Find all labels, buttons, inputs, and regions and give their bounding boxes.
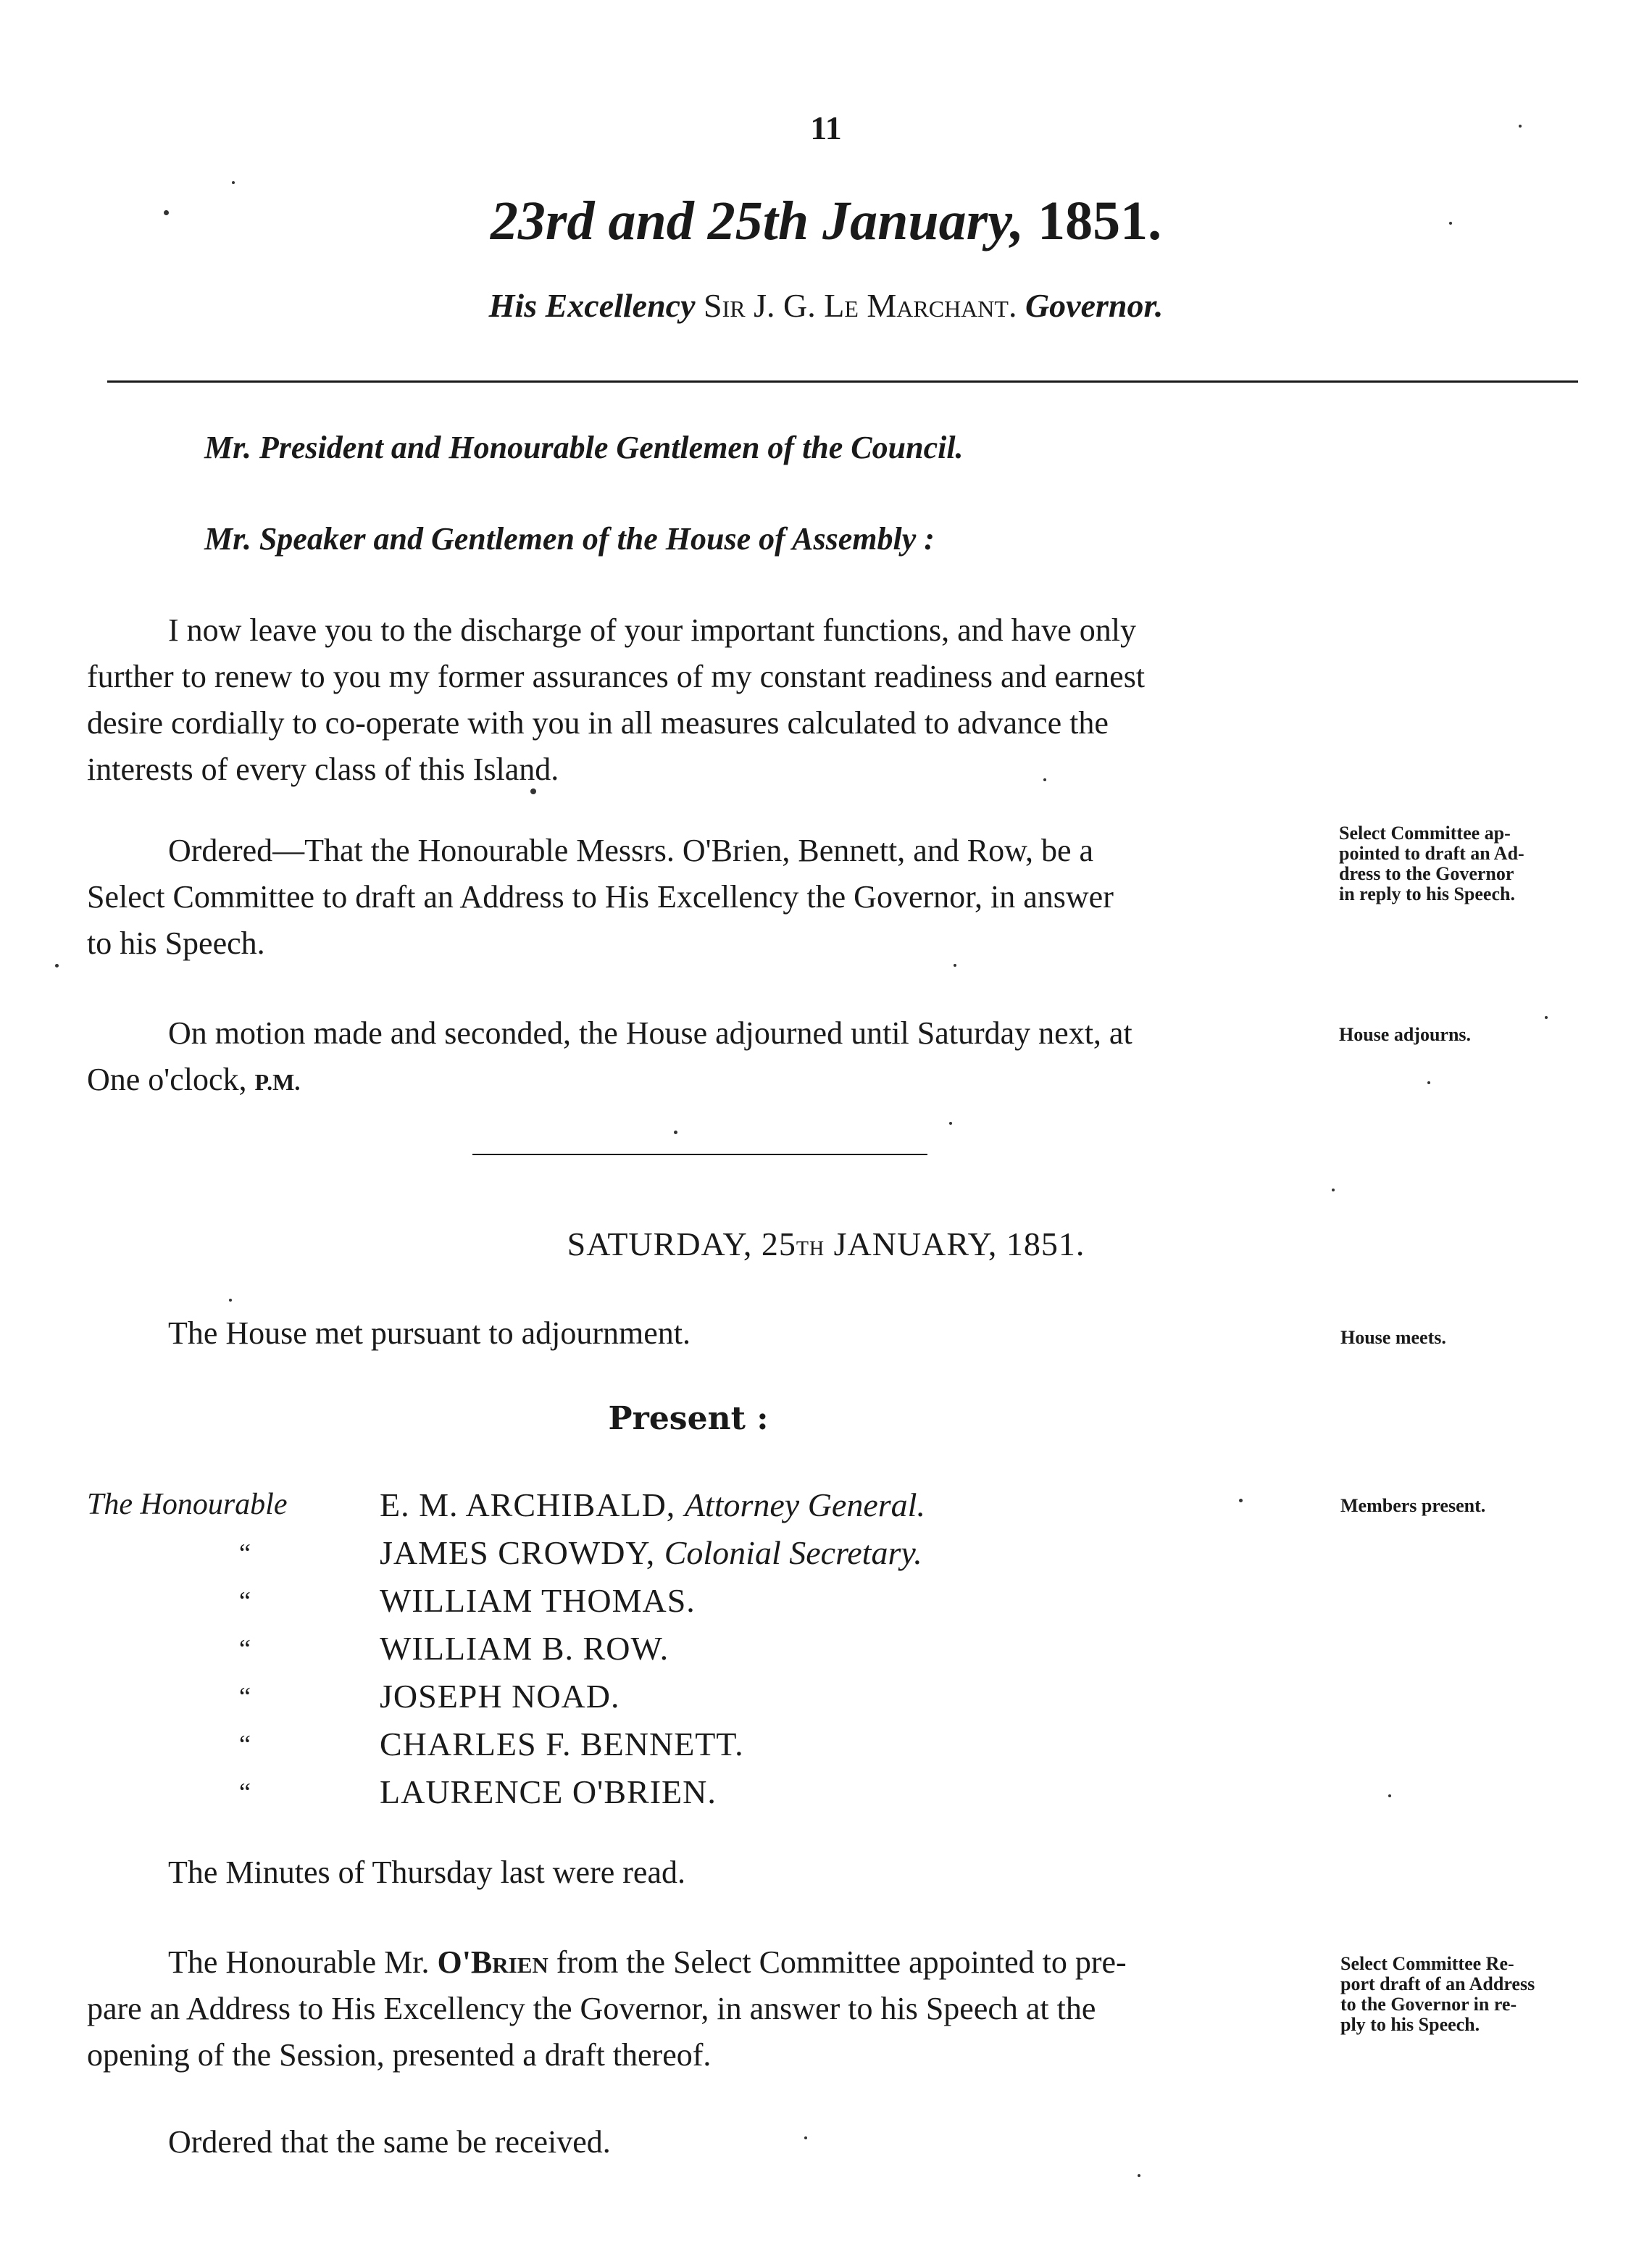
section-divider — [472, 1154, 927, 1155]
member-name: JAMES CROWDY, — [380, 1534, 656, 1571]
scan-speck — [1545, 1016, 1548, 1019]
speech-line: I now leave you to the discharge of your important functions, and have only — [168, 612, 1136, 648]
governor-name: Sir J. G. Le Marchant. — [704, 287, 1017, 324]
member-row — [380, 1533, 922, 1572]
ordered-line: to his Speech. — [87, 925, 265, 961]
adjourn-line-2 — [87, 1057, 1301, 1105]
scan-speck — [1332, 1189, 1335, 1191]
header-divider — [107, 380, 1578, 383]
margin-note-select-committee — [1339, 823, 1593, 904]
scan-speck — [530, 788, 536, 794]
speech-line: further to renew to you my former assurances of my constant readiness and earnest — [87, 659, 1146, 694]
member-name: E. M. ARCHIBALD, — [380, 1486, 676, 1523]
member-name: JOSEPH NOAD. — [380, 1678, 620, 1715]
ordered-paragraph — [87, 828, 1301, 967]
ditto-mark: “ — [239, 1682, 251, 1711]
scan-speck — [674, 1131, 677, 1134]
scan-speck — [949, 1122, 952, 1125]
scan-speck — [954, 964, 956, 967]
speech-line: desire cordially to co-operate with you in all measures calculated to advance the — [87, 705, 1109, 741]
member-row — [380, 1581, 696, 1620]
margin-note-committee-report — [1340, 1954, 1594, 2035]
date-title-text: 23rd and 25th January, — [490, 191, 1025, 251]
member-office: Colonial Secretary. — [664, 1534, 922, 1571]
scan-speck — [1427, 1081, 1430, 1084]
heading-month-year: JANUARY, 1851. — [833, 1225, 1085, 1262]
minutes-read-line: The Minutes of Thursday last were read. — [168, 1855, 685, 1890]
margin-note-line: ply to his Speech. — [1340, 2014, 1480, 2035]
present-label: Present : — [608, 1400, 769, 1437]
obrien-line-1 — [87, 1939, 1301, 1986]
ditto-mark: “ — [239, 1634, 251, 1663]
adjourn-paragraph — [87, 1010, 1301, 1105]
scan-speck — [1239, 1499, 1243, 1502]
governor-prefix: His Excellency — [488, 287, 696, 324]
scan-speck — [1043, 778, 1046, 781]
governor-title: Governor. — [1025, 287, 1164, 324]
adjourn-line: On motion made and seconded, the House adjourned until Saturday next, at — [168, 1015, 1132, 1051]
member-row — [380, 1629, 669, 1668]
member-name: LAURENCE O'BRIEN. — [380, 1773, 717, 1810]
scan-speck — [1138, 2174, 1140, 2177]
scan-speck — [1519, 125, 1522, 128]
ditto-mark: “ — [239, 1586, 251, 1615]
date-title — [0, 190, 1652, 253]
member-office: Attorney General. — [684, 1486, 925, 1523]
member-row — [380, 1677, 620, 1715]
ditto-mark: “ — [239, 1539, 251, 1568]
date-title-year: 1851. — [1038, 191, 1162, 251]
margin-note-line: to the Governor in re- — [1340, 1994, 1517, 2015]
obrien-line-3: opening of the Session, presented a draft thereof. — [87, 2037, 712, 2073]
obrien-name: O'Brien — [437, 1944, 548, 1980]
scan-speck — [232, 181, 235, 184]
member-row — [380, 1486, 925, 1524]
member-name: CHARLES F. BENNETT. — [380, 1726, 744, 1762]
obrien-line-2: pare an Address to His Excellency the Governor, in answer to his Speech at the — [87, 1991, 1096, 2026]
scan-speck — [1449, 222, 1452, 225]
ordered-line: Select Committee to draft an Address to His Excellency the Governor, in answer — [87, 879, 1114, 915]
member-row — [380, 1725, 744, 1763]
governor-line — [0, 286, 1652, 325]
address-council: Mr. President and Honourable Gentlemen of the Council. — [204, 430, 964, 465]
obrien-line-text: The Honourable Mr. — [168, 1944, 430, 1980]
scan-speck — [229, 1299, 232, 1302]
scan-speck — [804, 2136, 807, 2139]
heading-date: SATURDAY, 25 — [567, 1225, 796, 1262]
saturday-heading — [0, 1225, 1652, 1263]
adjourn-line-text: One o'clock, — [87, 1062, 247, 1097]
margin-note-house-adjourns: House adjourns. — [1339, 1024, 1472, 1045]
margin-note-line: pointed to draft an Ad- — [1339, 843, 1524, 864]
scan-speck — [164, 210, 169, 215]
speech-paragraph — [87, 607, 1301, 793]
margin-note-house-meets: House meets. — [1340, 1327, 1446, 1348]
received-line: Ordered that the same be received. — [168, 2124, 611, 2160]
member-row — [380, 1773, 717, 1811]
member-name: WILLIAM THOMAS. — [380, 1582, 696, 1619]
margin-note-members-present: Members present. — [1340, 1495, 1486, 1516]
margin-note-line: Select Committee ap- — [1339, 823, 1511, 844]
margin-note-line: Select Committee Re- — [1340, 1953, 1514, 1974]
scan-speck — [1388, 1794, 1391, 1797]
heading-sup: TH — [796, 1238, 825, 1260]
member-name: WILLIAM B. ROW. — [380, 1630, 669, 1667]
margin-note-line: port draft of an Address — [1340, 1973, 1535, 1994]
house-met-line: The House met pursuant to adjournment. — [168, 1315, 691, 1351]
ditto-mark: “ — [239, 1778, 251, 1807]
ditto-mark: “ — [239, 1730, 251, 1759]
margin-note-line: in reply to his Speech. — [1339, 883, 1515, 904]
scan-speck — [55, 964, 59, 967]
obrien-line-text: from the Select Committee appointed to pre- — [556, 1944, 1127, 1980]
margin-note-line: dress to the Governor — [1339, 863, 1514, 884]
speech-line: interests of every class of this Island. — [87, 752, 559, 787]
ordered-line: Ordered—That the Honourable Messrs. O'Brien, Bennett, and Row, be a — [168, 833, 1094, 868]
members-honourable-label: The Honourable — [87, 1488, 288, 1521]
obrien-paragraph — [87, 1939, 1301, 2078]
address-assembly: Mr. Speaker and Gentlemen of the House of Assembly : — [204, 521, 935, 557]
adjourn-pm: P.M. — [254, 1069, 301, 1095]
page-number: 11 — [810, 109, 842, 146]
